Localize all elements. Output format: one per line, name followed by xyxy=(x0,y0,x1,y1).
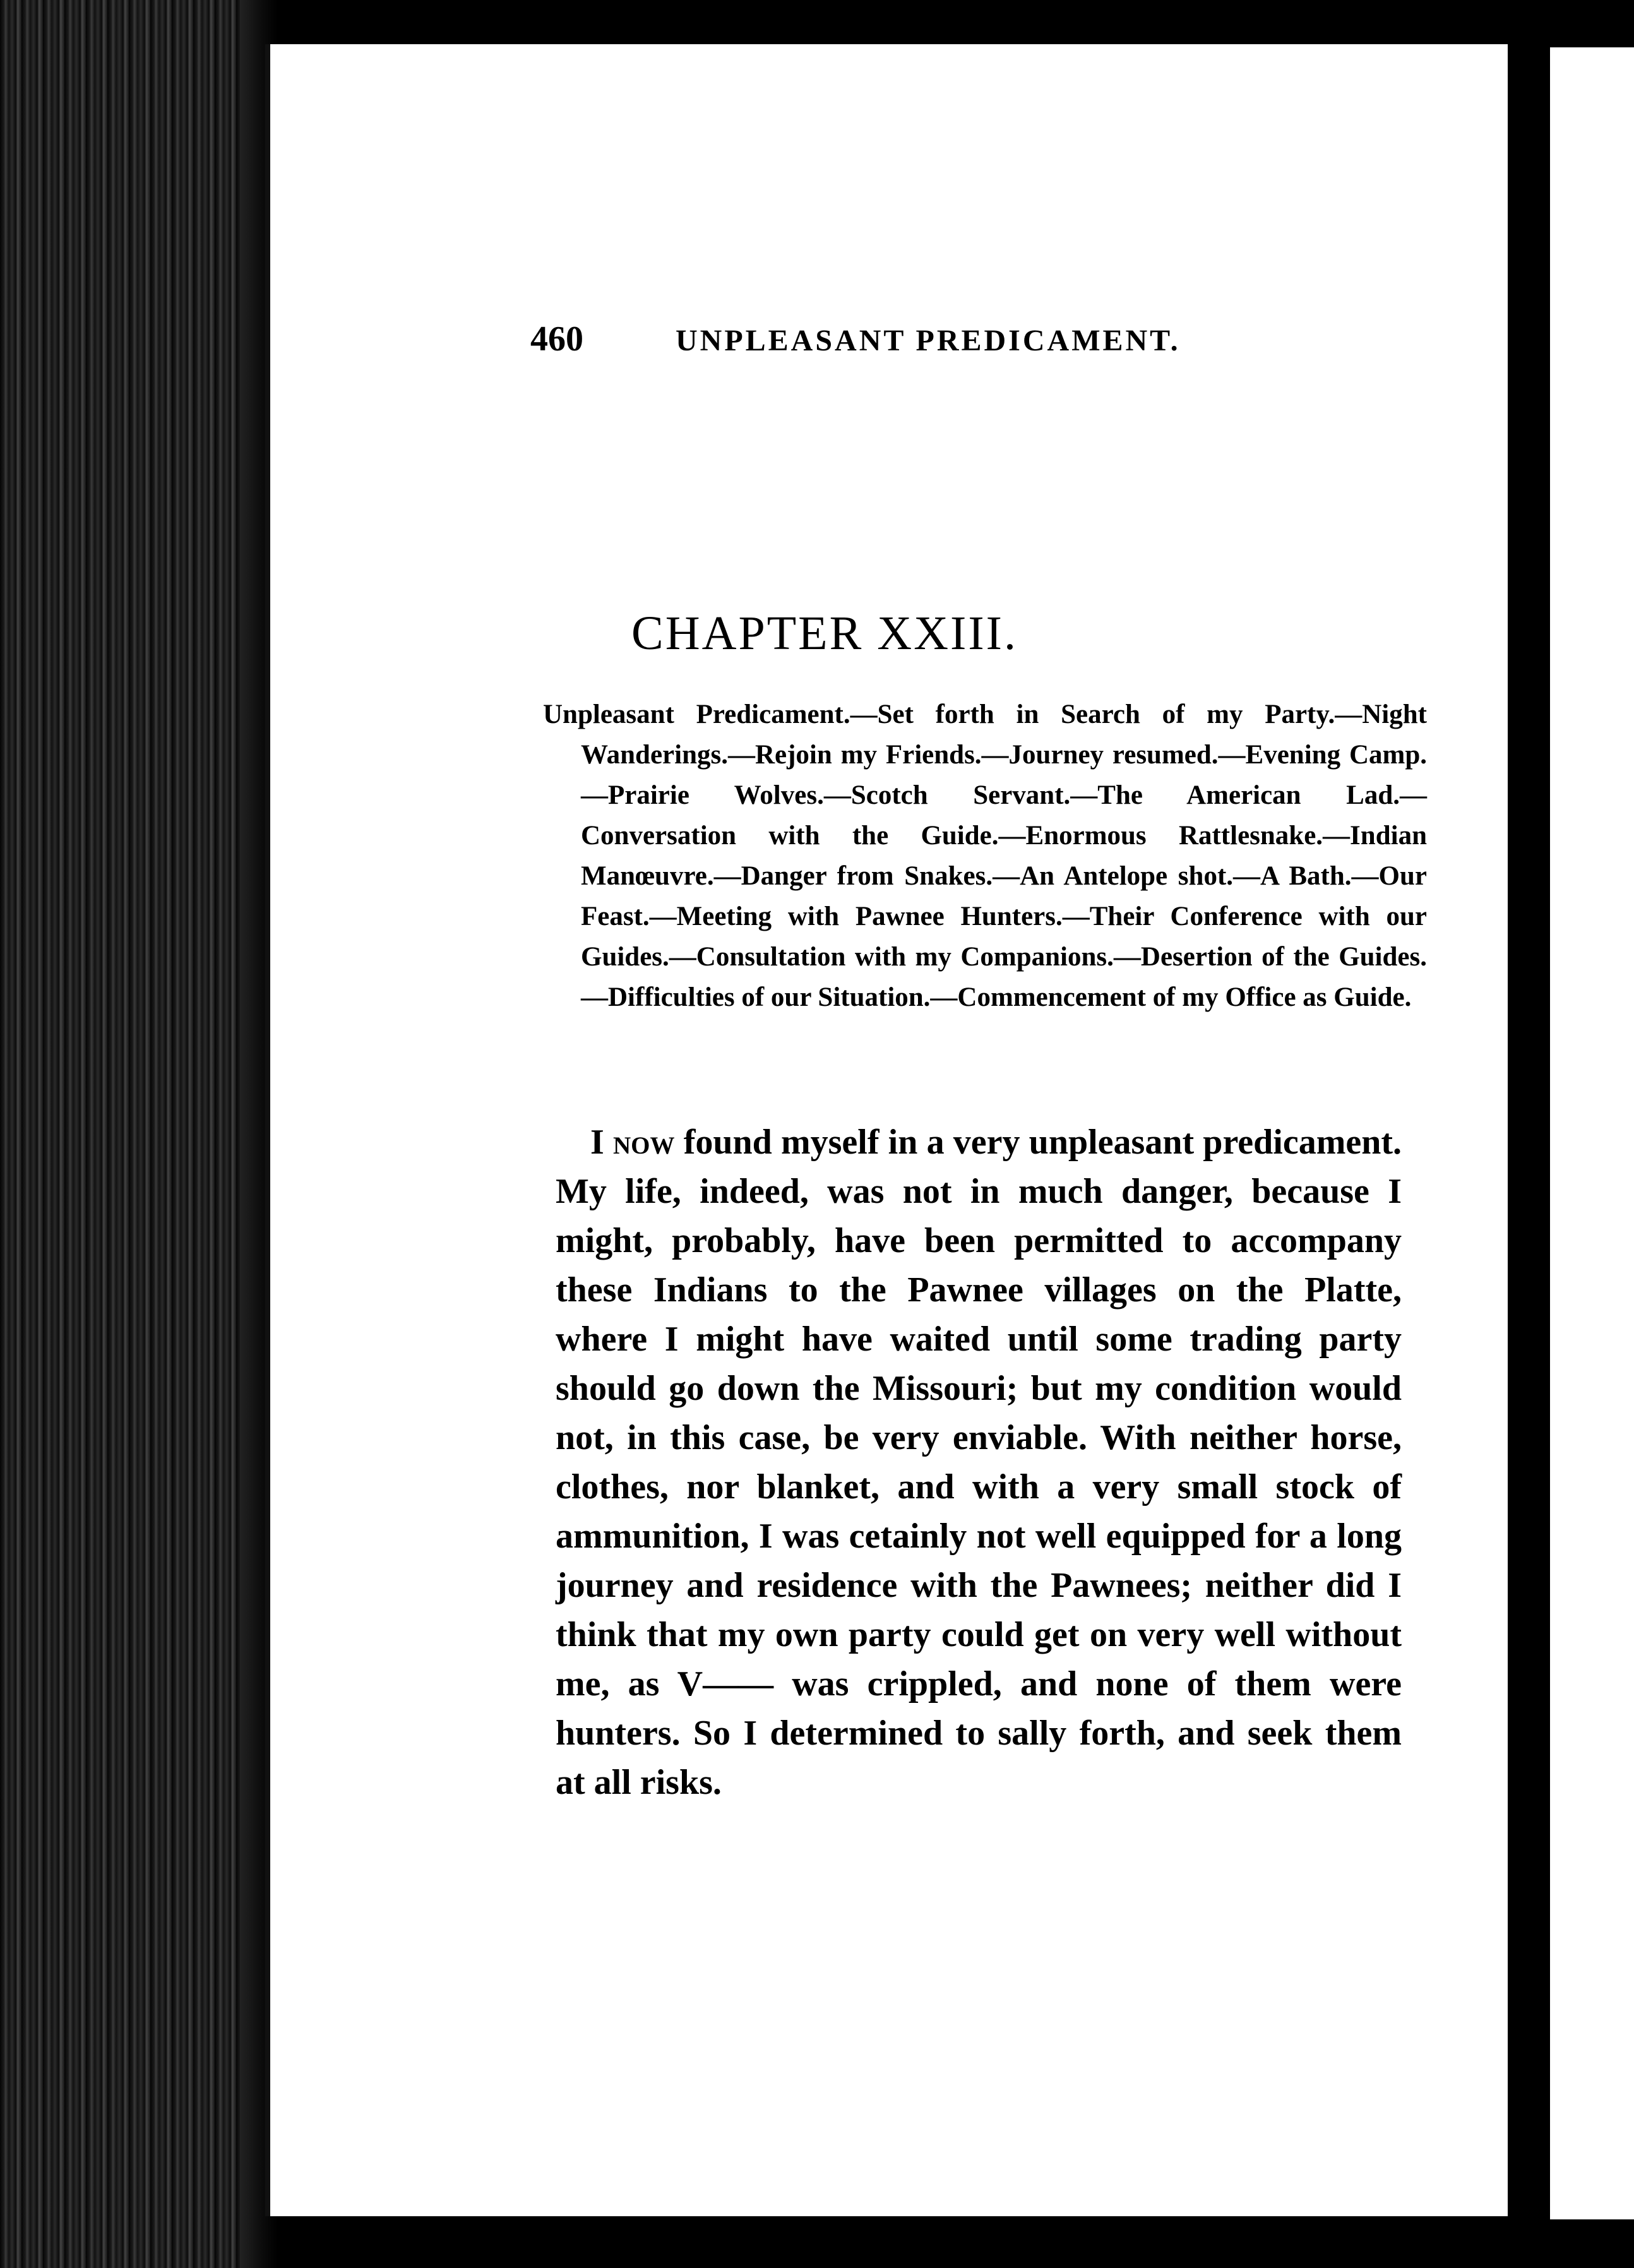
paragraph-text: found myself in a very unpleasant predicament. My life, indeed, was not in much danger, because I might, probably, have been permitted to accompany these Indians to the Pawnee villages on the Platte, where I might have waited until some trading party should go down the Missouri; but my condition would not, in this case, be very enviable. With neither horse, clothes, nor blanket, and with a very small stock of ammunition, I was cetainly not well equipped for a long journey and residence with the Pawnees; neither did I think that my own party could get on very well without me, as V—— was crippled, and none of them were hunters. So I determined to sally forth, and seek them at all risks. xyxy=(556,1123,1402,1802)
book-page-edges xyxy=(0,0,278,2268)
running-head xyxy=(530,319,1225,359)
chapter-synopsis: Unpleasant Predicament.—Set forth in Search of my Party.—Night Wanderings.—Rejoin my Friends.—Journey resumed.—Evening Camp.—Prairie Wolves.—Scotch Servant.—The American Lad.—Conversation with the Guide.—Enormous Rattlesnake.—Indian Manœuvre.—Danger from Snakes.—An Antelope shot.—A Bath.—Our Feast.—Meeting with Pawnee Hunters.—Their Conference with our Guides.—Consultation with my Companions.—Desertion of the Guides.—Difficulties of our Situation.—Commencement of my Office as Guide. xyxy=(543,700,1427,1012)
running-head-title: UNPLEASANT PREDICAMENT. xyxy=(676,324,1181,357)
page-number: 460 xyxy=(530,319,583,359)
body-paragraph xyxy=(556,1118,1402,1807)
facing-page-edge xyxy=(1544,47,1634,2219)
chapter-title: CHAPTER XXIII. xyxy=(631,607,1018,660)
opening-words: I now xyxy=(590,1123,675,1162)
